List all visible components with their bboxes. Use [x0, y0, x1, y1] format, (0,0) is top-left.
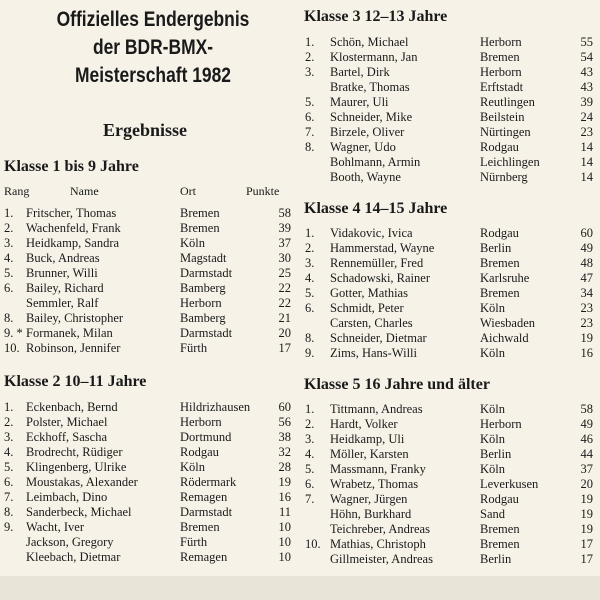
rank-cell: 2.	[4, 221, 14, 235]
result-row	[0, 402, 600, 417]
ort-cell: Rodgau	[480, 492, 519, 506]
punkte-cell: 39	[278, 221, 291, 235]
punkte-cell: 14	[580, 170, 593, 184]
rank-cell: 3.	[305, 256, 315, 270]
name-cell: Brunner, Willi	[26, 266, 98, 280]
ort-cell: Bremen	[480, 256, 520, 270]
result-row	[0, 447, 600, 462]
punkte-cell: 48	[580, 256, 593, 270]
name-cell: Teichreber, Andreas	[330, 522, 430, 536]
rank-cell: 7.	[4, 490, 14, 504]
name-cell: Polster, Michael	[26, 415, 108, 429]
name-cell: Schmidt, Peter	[330, 301, 404, 315]
name-cell: Booth, Wayne	[330, 170, 401, 184]
rank-cell: 6.	[4, 475, 14, 489]
punkte-cell: 55	[580, 35, 593, 49]
rank-cell: 9.	[305, 346, 315, 360]
rank-cell: 5.	[305, 462, 315, 476]
name-cell: Gillmeister, Andreas	[330, 552, 433, 566]
name-cell: Sanderbeck, Michael	[26, 505, 132, 519]
name-cell: Hardt, Volker	[330, 417, 398, 431]
name-cell: Formanek, Milan	[26, 326, 113, 340]
ort-cell: Rodgau	[480, 226, 519, 240]
punkte-cell: 37	[278, 236, 291, 250]
result-row	[0, 432, 600, 447]
name-cell: Schneider, Mike	[330, 110, 413, 124]
rank-cell: 8.	[305, 140, 315, 154]
punkte-cell: 19	[580, 331, 593, 345]
ort-cell: Köln	[480, 462, 505, 476]
ort-cell: Dortmund	[180, 430, 232, 444]
rank-cell: 1.	[305, 35, 315, 49]
ort-cell: Hildrizhausen	[180, 400, 251, 414]
ort-cell: Berlin	[480, 241, 512, 255]
name-cell: Bartel, Dirk	[330, 65, 390, 79]
name-cell: Semmler, Ralf	[26, 296, 99, 310]
name-cell: Zims, Hans-Willi	[330, 346, 417, 360]
ort-cell: Herborn	[180, 415, 222, 429]
name-cell: Tittmann, Andreas	[330, 402, 423, 416]
section-title-ergebnisse: Ergebnisse	[102, 120, 187, 140]
result-row	[0, 477, 600, 492]
punkte-cell: 19	[580, 522, 593, 536]
punkte-cell: 17	[580, 537, 593, 551]
punkte-cell: 16	[580, 346, 593, 360]
result-row	[0, 492, 600, 507]
rank-cell: 3.	[305, 65, 315, 79]
name-cell: Birzele, Oliver	[330, 125, 405, 139]
ort-cell: Bremen	[480, 50, 520, 64]
ort-cell: Darmstadt	[180, 266, 233, 280]
ort-cell: Fürth	[180, 535, 208, 549]
name-cell: Carsten, Charles	[330, 316, 413, 330]
result-row	[0, 537, 600, 552]
punkte-cell: 24	[580, 110, 593, 124]
ort-cell: Bremen	[480, 537, 520, 551]
result-row	[0, 140, 600, 155]
result-row	[0, 301, 600, 316]
punkte-cell: 14	[580, 155, 593, 169]
name-cell: Buck, Andreas	[26, 251, 100, 265]
headline-line-1: Offizielles Endergebnis	[56, 8, 250, 31]
name-cell: Wachenfeld, Frank	[26, 221, 121, 235]
punkte-cell: 60	[278, 400, 291, 414]
rank-cell: 7.	[305, 125, 315, 139]
rank-cell: 1.	[305, 402, 315, 416]
ort-cell: Erftstadt	[480, 80, 524, 94]
rank-cell: 8.	[4, 311, 14, 325]
rank-cell: 9. *	[4, 326, 23, 340]
ort-cell: Nürnberg	[480, 170, 528, 184]
ort-cell: Karlsruhe	[480, 271, 530, 285]
name-cell: Bratke, Thomas	[330, 80, 410, 94]
result-row	[0, 346, 600, 361]
ort-cell: Herborn	[480, 35, 522, 49]
punkte-cell: 43	[580, 65, 593, 79]
ort-cell: Bamberg	[180, 281, 226, 295]
name-cell: Maurer, Uli	[330, 95, 389, 109]
punkte-cell: 23	[580, 125, 593, 139]
result-row	[0, 110, 600, 125]
punkte-cell: 16	[278, 490, 291, 504]
rank-cell: 5.	[4, 460, 14, 474]
rank-cell: 5.	[305, 286, 315, 300]
name-cell: Wagner, Udo	[330, 140, 396, 154]
name-cell: Leimbach, Dino	[26, 490, 108, 504]
ort-cell: Herborn	[180, 296, 222, 310]
ort-cell: Magstadt	[180, 251, 227, 265]
result-row	[0, 35, 600, 50]
punkte-cell: 10	[278, 535, 291, 549]
name-cell: Heidkamp, Sandra	[26, 236, 120, 250]
ort-cell: Berlin	[480, 552, 512, 566]
punkte-cell: 47	[580, 271, 593, 285]
punkte-cell: 22	[278, 281, 291, 295]
punkte-cell: 43	[580, 80, 593, 94]
punkte-cell: 23	[580, 316, 593, 330]
punkte-cell: 37	[580, 462, 593, 476]
rank-cell: 2.	[4, 415, 14, 429]
result-row	[0, 417, 600, 432]
rank-cell: 9.	[4, 520, 14, 534]
ort-cell: Herborn	[480, 417, 522, 431]
name-cell: Gotter, Mathias	[330, 286, 408, 300]
punkte-cell: 38	[278, 430, 291, 444]
ort-cell: Aichwald	[480, 331, 529, 345]
klasse-1-title: Klasse 1 bis 9 Jahre	[4, 158, 139, 175]
punkte-cell: 39	[580, 95, 593, 109]
punkte-cell: 14	[580, 140, 593, 154]
name-cell: Kleebach, Dietmar	[26, 550, 121, 564]
punkte-cell: 32	[278, 445, 291, 459]
klasse-2-title: Klasse 2 10–11 Jahre	[4, 373, 147, 390]
name-cell: Klingenberg, Ulrike	[26, 460, 127, 474]
punkte-cell: 25	[278, 266, 291, 280]
result-row	[0, 316, 600, 331]
name-cell: Moustakas, Alexander	[26, 475, 138, 489]
klasse-5-title: Klasse 5 16 Jahre und älter	[304, 376, 490, 393]
colhead-name: Name	[70, 184, 99, 198]
name-cell: Wrabetz, Thomas	[330, 477, 419, 491]
name-cell: Höhn, Burkhard	[330, 507, 412, 521]
name-cell: Massmann, Franky	[330, 462, 426, 476]
ort-cell: Reutlingen	[480, 95, 535, 109]
punkte-cell: 28	[278, 460, 291, 474]
rank-cell: 10.	[4, 341, 20, 355]
punkte-cell: 17	[580, 552, 593, 566]
name-cell: Möller, Karsten	[330, 447, 409, 461]
ort-cell: Köln	[480, 301, 505, 315]
name-cell: Wagner, Jürgen	[330, 492, 408, 506]
result-row	[0, 226, 600, 241]
ort-cell: Beilstein	[480, 110, 525, 124]
ort-cell: Bremen	[180, 520, 220, 534]
name-cell: Eckhoff, Sascha	[26, 430, 107, 444]
punkte-cell: 30	[278, 251, 291, 265]
punkte-cell: 21	[278, 311, 291, 325]
name-cell: Heidkamp, Uli	[330, 432, 405, 446]
rank-cell: 3.	[4, 236, 14, 250]
result-row	[0, 507, 600, 522]
ort-cell: Nürtingen	[480, 125, 531, 139]
ort-cell: Bamberg	[180, 311, 226, 325]
ort-cell: Köln	[180, 236, 205, 250]
ort-cell: Rodgau	[180, 445, 219, 459]
headline-line-2: der BDR-BMX-	[92, 36, 214, 59]
rank-cell: 2.	[305, 50, 315, 64]
ort-cell: Köln	[480, 346, 505, 360]
rank-cell: 6.	[4, 281, 14, 295]
ort-cell: Berlin	[480, 447, 512, 461]
rank-cell: 1.	[4, 400, 14, 414]
name-cell: Bailey, Richard	[26, 281, 104, 295]
ort-cell: Wiesbaden	[480, 316, 536, 330]
rank-cell: 6.	[305, 301, 315, 315]
name-cell: Schneider, Dietmar	[330, 331, 427, 345]
result-row	[0, 271, 600, 286]
result-row	[0, 95, 600, 110]
colhead-punkte: Punkte	[246, 184, 280, 198]
ort-cell: Rödermark	[180, 475, 237, 489]
name-cell: Klostermann, Jan	[330, 50, 418, 64]
punkte-cell: 10	[278, 520, 291, 534]
rank-cell: 3.	[305, 432, 315, 446]
klasse-3-title: Klasse 3 12–13 Jahre	[304, 8, 448, 25]
punkte-cell: 49	[580, 241, 593, 255]
ort-cell: Leverkusen	[480, 477, 539, 491]
name-cell: Fritscher, Thomas	[26, 206, 117, 220]
punkte-cell: 23	[580, 301, 593, 315]
name-cell: Robinson, Jennifer	[26, 341, 121, 355]
rank-cell: 4.	[4, 251, 14, 265]
colhead-ort: Ort	[180, 184, 196, 198]
punkte-cell: 19	[278, 475, 291, 489]
ort-cell: Herborn	[480, 65, 522, 79]
rank-cell: 4.	[305, 271, 315, 285]
ort-cell: Köln	[180, 460, 205, 474]
rank-cell: 7.	[305, 492, 315, 506]
ort-cell: Bremen	[180, 206, 220, 220]
name-cell: Wacht, Iver	[26, 520, 84, 534]
punkte-cell: 19	[580, 492, 593, 506]
rank-cell: 6.	[305, 110, 315, 124]
colhead-rang: Rang	[4, 184, 30, 198]
result-row	[0, 50, 600, 65]
punkte-cell: 34	[580, 286, 593, 300]
rank-cell: 2.	[305, 417, 315, 431]
rank-cell: 3.	[4, 430, 14, 444]
punkte-cell: 20	[278, 326, 291, 340]
klasse-4-title: Klasse 4 14–15 Jahre	[304, 200, 448, 217]
punkte-cell: 49	[580, 417, 593, 431]
result-row	[0, 462, 600, 477]
ort-cell: Köln	[480, 402, 505, 416]
ort-cell: Fürth	[180, 341, 208, 355]
result-row	[0, 552, 600, 567]
punkte-cell: 54	[580, 50, 593, 64]
result-row	[0, 256, 600, 271]
result-row	[0, 80, 600, 95]
name-cell: Rennemüller, Fred	[330, 256, 424, 270]
ort-cell: Darmstadt	[180, 326, 233, 340]
ort-cell: Bremen	[480, 522, 520, 536]
ort-cell: Darmstadt	[180, 505, 233, 519]
headline-line-3: Meisterschaft 1982	[75, 64, 231, 87]
result-row	[0, 206, 600, 221]
ort-cell: Bremen	[180, 221, 220, 235]
rank-cell: 4.	[4, 445, 14, 459]
rank-cell: 10.	[305, 537, 321, 551]
result-row	[0, 241, 600, 256]
rank-cell: 1.	[305, 226, 315, 240]
punkte-cell: 56	[278, 415, 291, 429]
ort-cell: Remagen	[180, 550, 228, 564]
punkte-cell: 60	[580, 226, 593, 240]
result-row	[0, 522, 600, 537]
ort-cell: Remagen	[180, 490, 228, 504]
rank-cell: 1.	[4, 206, 14, 220]
name-cell: Eckenbach, Bernd	[26, 400, 118, 414]
result-row	[0, 170, 600, 185]
name-cell: Bohlmann, Armin	[330, 155, 421, 169]
ort-cell: Rodgau	[480, 140, 519, 154]
punkte-cell: 17	[278, 341, 291, 355]
punkte-cell: 58	[580, 402, 593, 416]
punkte-cell: 46	[580, 432, 593, 446]
page-bottom-edge	[0, 576, 600, 600]
rank-cell: 5.	[305, 95, 315, 109]
rank-cell: 2.	[305, 241, 315, 255]
punkte-cell: 44	[580, 447, 593, 461]
rank-cell: 5.	[4, 266, 14, 280]
ort-cell: Sand	[480, 507, 505, 521]
name-cell: Jackson, Gregory	[26, 535, 114, 549]
rank-cell: 8.	[305, 331, 315, 345]
name-cell: Brodrecht, Rüdiger	[26, 445, 123, 459]
rank-cell: 4.	[305, 447, 315, 461]
ort-cell: Bremen	[480, 286, 520, 300]
result-row	[0, 125, 600, 140]
punkte-cell: 22	[278, 296, 291, 310]
result-row	[0, 155, 600, 170]
name-cell: Schön, Michael	[330, 35, 409, 49]
name-cell: Hammerstad, Wayne	[330, 241, 435, 255]
rank-cell: 6.	[305, 477, 315, 491]
punkte-cell: 20	[580, 477, 593, 491]
punkte-cell: 11	[278, 505, 291, 519]
name-cell: Schadowski, Rainer	[330, 271, 430, 285]
punkte-cell: 58	[278, 206, 291, 220]
ort-cell: Leichlingen	[480, 155, 540, 169]
result-row	[0, 286, 600, 301]
punkte-cell: 10	[278, 550, 291, 564]
rank-cell: 8.	[4, 505, 14, 519]
name-cell: Mathias, Christoph	[330, 537, 426, 551]
ort-cell: Köln	[480, 432, 505, 446]
name-cell: Bailey, Christopher	[26, 311, 124, 325]
punkte-cell: 19	[580, 507, 593, 521]
result-row	[0, 331, 600, 346]
result-row	[0, 65, 600, 80]
name-cell: Vidakovic, Ivica	[330, 226, 413, 240]
